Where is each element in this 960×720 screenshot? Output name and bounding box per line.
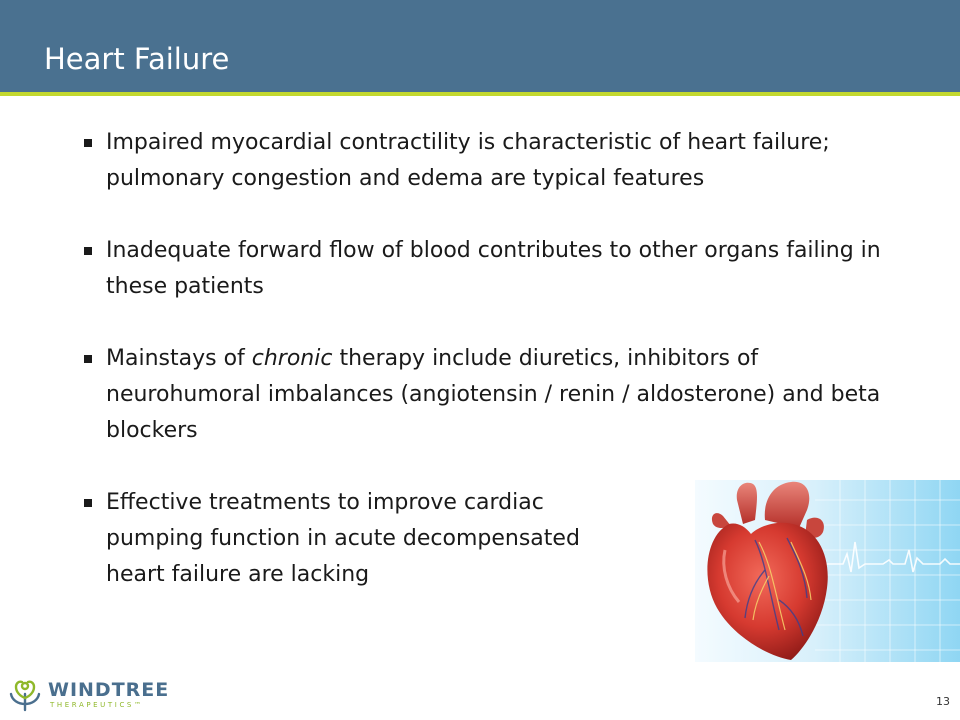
logo-wordmark: WINDTREE <box>48 679 170 701</box>
windtree-tree-icon <box>6 676 44 714</box>
slide-title: Heart Failure <box>44 42 230 76</box>
square-bullet-icon <box>84 355 92 363</box>
bullet-text <box>106 490 580 587</box>
windtree-logo <box>6 676 170 716</box>
page-number: 13 <box>936 695 950 708</box>
bullet-item <box>84 341 914 449</box>
bullet-line: pumping function in acute decompensated <box>106 526 580 551</box>
header-accent-rule <box>0 92 960 96</box>
emphasis-text: chronic <box>251 346 333 371</box>
square-bullet-icon <box>84 247 92 255</box>
bullet-text-rest: therapy include diuretics, inhibitors of neurohumoral imbalances (angiotensin / renin / aldosterone) and beta blockers <box>106 346 881 443</box>
logo-subtitle: THERAPEUTICS™ <box>50 701 144 709</box>
heart-illustration-icon <box>695 480 960 662</box>
bullet-text-lead: Mainstays of <box>106 346 252 371</box>
bullet-text: Impaired myocardial contractility is characteristic of heart failure; pulmonary congestion and edema are typical features <box>106 130 830 191</box>
bullet-line: Effective treatments to improve cardiac <box>106 490 544 515</box>
square-bullet-icon <box>84 499 92 507</box>
square-bullet-icon <box>84 139 92 147</box>
bullet-text: Inadequate forward flow of blood contributes to other organs failing in these patients <box>106 238 881 299</box>
bullet-item <box>84 125 914 197</box>
heart-image <box>695 480 960 662</box>
bullet-item <box>84 233 914 305</box>
bullet-text <box>106 346 880 443</box>
bullet-line: heart failure are lacking <box>106 562 370 587</box>
